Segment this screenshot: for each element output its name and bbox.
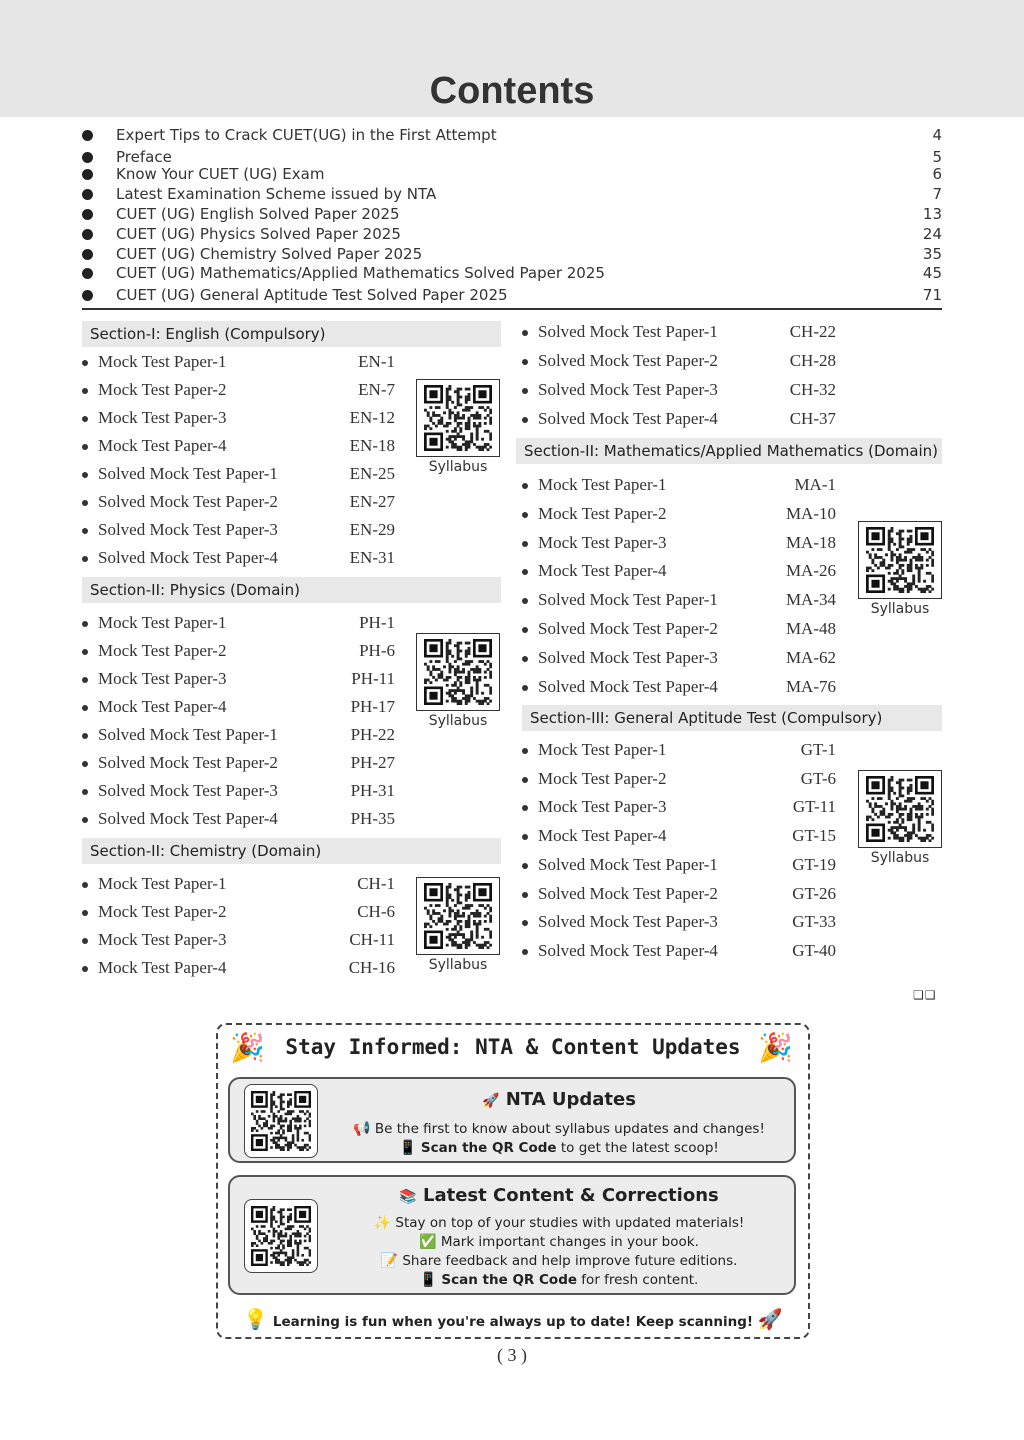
nta-scan-label: Scan the QR Code <box>420 1140 557 1156</box>
mock-test-code: PH-35 <box>350 809 395 828</box>
bullet-icon <box>522 483 528 489</box>
mock-test-name: Solved Mock Test Paper-4 <box>538 409 718 428</box>
books-icon: 📚 <box>399 1189 417 1205</box>
bullet-icon <box>82 388 88 394</box>
toc-entry-title: CUET (UG) Chemistry Solved Paper 2025 <box>116 245 423 263</box>
toc-entry[interactable] <box>82 165 942 185</box>
mock-test-name: Solved Mock Test Paper-2 <box>98 753 278 772</box>
mock-test-name: Solved Mock Test Paper-1 <box>98 725 278 744</box>
rocket-icon: 🚀 <box>757 1307 783 1331</box>
bullet-icon <box>82 290 93 301</box>
memo-icon: 📝 <box>380 1253 399 1269</box>
syllabus-qr-code[interactable] <box>858 770 942 848</box>
nta-updates-title: NTA Updates <box>505 1089 636 1110</box>
bullet-icon <box>82 882 88 888</box>
mock-test-name: Solved Mock Test Paper-3 <box>98 520 278 539</box>
bullet-icon <box>82 249 93 260</box>
bullet-icon <box>82 229 93 240</box>
content-line-3: Share feedback and help improve future editions. <box>402 1253 738 1269</box>
bullet-icon <box>82 733 88 739</box>
page-number: ( 3 ) <box>497 1345 527 1365</box>
mock-test-code: EN-31 <box>349 548 395 567</box>
toc-entry[interactable] <box>82 126 942 146</box>
content-scan-label: Scan the QR Code <box>441 1272 578 1288</box>
mock-test-name: Solved Mock Test Paper-3 <box>538 380 718 399</box>
toc-entry-page: 6 <box>932 165 942 183</box>
mock-test-name: Solved Mock Test Paper-1 <box>98 464 278 483</box>
mock-test-item[interactable] <box>522 648 836 670</box>
toc-entry-title: CUET (UG) English Solved Paper 2025 <box>116 205 400 223</box>
mock-test-name: Solved Mock Test Paper-2 <box>538 619 718 638</box>
mock-test-name: Mock Test Paper-3 <box>98 669 227 688</box>
qr-caption: Syllabus <box>428 459 488 475</box>
mock-test-code: GT-26 <box>792 883 836 903</box>
bullet-icon <box>522 330 528 336</box>
toc-entry[interactable] <box>82 264 942 284</box>
toc-entry[interactable] <box>82 185 942 205</box>
bullet-icon <box>522 417 528 423</box>
toc-entry-title: CUET (UG) General Aptitude Test Solved Paper 2025 <box>116 286 508 304</box>
mock-test-item[interactable] <box>522 504 836 526</box>
mock-test-code: CH-22 <box>789 322 836 341</box>
bullet-icon <box>82 528 88 534</box>
toc-entry-page: 24 <box>922 225 942 243</box>
bullet-icon <box>522 388 528 394</box>
mobile-phone-icon: 📱 <box>399 1140 417 1156</box>
mock-test-item[interactable] <box>522 322 836 344</box>
mock-test-name: Solved Mock Test Paper-4 <box>98 548 278 567</box>
mock-test-name: Solved Mock Test Paper-2 <box>98 492 278 511</box>
nta-updates-card <box>228 1077 796 1163</box>
mock-test-code: CH-28 <box>789 351 836 370</box>
mock-test-name: Solved Mock Test Paper-4 <box>538 940 718 960</box>
toc-entry[interactable] <box>82 205 942 225</box>
mock-test-item[interactable] <box>82 781 395 803</box>
content-line-1: Stay on top of your studies with updated materials! <box>395 1215 745 1231</box>
mock-test-name: Solved Mock Test Paper-2 <box>538 351 718 370</box>
section-heading-english: Section-I: English (Compulsory) <box>82 321 501 347</box>
content-qr-code[interactable] <box>244 1199 318 1273</box>
mock-test-item[interactable] <box>82 613 395 635</box>
mock-test-item[interactable] <box>82 464 395 486</box>
toc-entry-page: 4 <box>932 126 942 144</box>
bullet-icon <box>82 360 88 366</box>
party-popper-icon: 🎉 <box>758 1033 793 1064</box>
bullet-icon <box>82 130 93 141</box>
mock-test-code: GT-6 <box>800 768 836 788</box>
toc-entry-title: Preface <box>116 148 172 166</box>
section-heading-aptitude: Section-III: General Aptitude Test (Compulsory) <box>522 705 942 731</box>
bullet-icon <box>82 189 93 200</box>
mock-test-name: Solved Mock Test Paper-3 <box>538 912 718 932</box>
mock-test-code: EN-27 <box>349 492 395 511</box>
mock-test-name: Mock Test Paper-3 <box>538 532 667 552</box>
section-heading-physics: Section-II: Physics (Domain) <box>82 577 501 603</box>
mock-test-item[interactable] <box>522 561 836 583</box>
mock-test-name: Solved Mock Test Paper-4 <box>538 676 718 696</box>
mock-test-item[interactable] <box>522 351 836 373</box>
bullet-icon <box>522 777 528 783</box>
bullet-icon <box>82 152 93 163</box>
info-footer-text: Learning is fun when you're always up to date! Keep scanning! <box>272 1314 754 1330</box>
qr-caption: Syllabus <box>428 713 488 729</box>
mock-test-item[interactable] <box>82 753 395 775</box>
mock-test-name: Solved Mock Test Paper-1 <box>538 590 718 610</box>
mock-test-code: EN-12 <box>349 408 395 427</box>
bullet-icon <box>82 817 88 823</box>
mock-test-item[interactable] <box>522 475 836 497</box>
syllabus-qr-code[interactable] <box>416 379 500 457</box>
nta-line-2: to get the latest scoop! <box>556 1140 719 1156</box>
mock-test-item[interactable] <box>522 677 836 699</box>
mock-test-item[interactable] <box>522 740 836 762</box>
mock-test-name: Mock Test Paper-2 <box>98 641 227 660</box>
mock-test-item[interactable] <box>82 874 395 896</box>
bullet-icon <box>522 892 528 898</box>
section-heading-chemistry: Section-II: Chemistry (Domain) <box>82 838 501 864</box>
mock-test-item[interactable] <box>522 409 836 431</box>
bullet-icon <box>82 789 88 795</box>
nta-line-1: Be the first to know about syllabus updates and changes! <box>374 1121 765 1137</box>
mock-test-code: EN-25 <box>349 464 395 483</box>
mobile-phone-icon: 📱 <box>419 1272 438 1288</box>
mock-test-name: Mock Test Paper-1 <box>98 874 227 893</box>
mock-test-name: Mock Test Paper-3 <box>538 797 667 817</box>
mock-test-name: Solved Mock Test Paper-3 <box>98 781 278 800</box>
bullet-icon <box>82 705 88 711</box>
bullet-icon <box>82 966 88 972</box>
bullet-icon <box>82 649 88 655</box>
mock-test-code: EN-18 <box>349 436 395 455</box>
mock-test-item[interactable] <box>522 797 836 819</box>
bullet-icon <box>522 863 528 869</box>
page-title: Contents <box>429 70 595 112</box>
content-line-4: for fresh content. <box>577 1272 699 1288</box>
mock-test-item[interactable] <box>82 492 395 514</box>
mock-test-code: MA-48 <box>785 619 836 638</box>
mock-test-item[interactable] <box>522 380 836 402</box>
bullet-icon <box>522 656 528 662</box>
content-updates-title: Latest Content & Corrections <box>422 1185 719 1206</box>
bullet-icon <box>522 920 528 926</box>
mock-test-item[interactable] <box>82 380 395 402</box>
mock-test-name: Mock Test Paper-4 <box>538 561 667 581</box>
mock-test-code: GT-33 <box>792 912 836 932</box>
bullet-icon <box>82 677 88 683</box>
toc-entry-title: Know Your CUET (UG) Exam <box>116 165 325 183</box>
syllabus-qr-code[interactable] <box>416 877 500 955</box>
mock-test-name: Mock Test Paper-1 <box>538 475 667 494</box>
light-bulb-icon: 💡 <box>243 1307 269 1331</box>
content-updates-card <box>228 1175 796 1295</box>
bullet-icon <box>82 444 88 450</box>
mock-test-code: GT-40 <box>792 940 836 960</box>
mock-test-code: PH-22 <box>350 725 395 744</box>
mock-test-code: MA-76 <box>785 676 836 696</box>
bullet-icon <box>82 621 88 627</box>
mock-test-item[interactable] <box>82 352 395 374</box>
mock-test-name: Mock Test Paper-4 <box>98 958 227 977</box>
bullet-icon <box>522 512 528 518</box>
mock-test-name: Mock Test Paper-2 <box>538 768 667 788</box>
mock-test-item[interactable] <box>522 533 836 555</box>
check-box-icon: ✅ <box>419 1234 437 1250</box>
mock-test-name: Solved Mock Test Paper-3 <box>538 647 718 667</box>
bullet-icon <box>522 685 528 691</box>
bullet-icon <box>82 169 93 180</box>
end-mark: ❑❑ <box>913 988 937 1002</box>
mock-test-item[interactable] <box>82 408 395 430</box>
mock-test-item[interactable] <box>82 436 395 458</box>
mock-test-name: Mock Test Paper-1 <box>98 613 227 632</box>
toc-entry-page: 35 <box>922 245 942 263</box>
bullet-icon <box>82 209 93 220</box>
bullet-icon <box>522 627 528 633</box>
mock-test-name: Mock Test Paper-3 <box>98 930 227 949</box>
bullet-icon <box>522 359 528 365</box>
bullet-icon <box>522 949 528 955</box>
mock-test-code: MA-1 <box>794 475 836 494</box>
toc-entry-title: CUET (UG) Physics Solved Paper 2025 <box>116 225 401 243</box>
toc-entry-title: CUET (UG) Mathematics/Applied Mathematics Solved Paper 2025 <box>116 264 605 282</box>
syllabus-qr-code[interactable] <box>416 633 500 711</box>
bullet-icon <box>522 834 528 840</box>
mock-test-code: EN-29 <box>349 520 395 539</box>
mock-test-code: PH-17 <box>350 697 395 716</box>
toc-entry-title: Expert Tips to Crack CUET(UG) in the First Attempt <box>116 126 497 144</box>
mock-test-item[interactable] <box>522 941 836 963</box>
mock-test-item[interactable] <box>82 930 395 952</box>
qr-caption: Syllabus <box>870 850 930 866</box>
bullet-icon <box>522 748 528 754</box>
toc-entry[interactable] <box>82 286 942 306</box>
mock-test-code: CH-6 <box>357 902 395 921</box>
mock-test-item[interactable] <box>522 590 836 612</box>
mock-test-name: Mock Test Paper-4 <box>98 436 227 455</box>
bullet-icon <box>82 416 88 422</box>
section-heading-maths: Section-II: Mathematics/Applied Mathematics (Domain) <box>516 438 942 464</box>
mock-test-name: Solved Mock Test Paper-1 <box>538 322 718 341</box>
mock-test-code: GT-15 <box>792 826 836 846</box>
updates-info-box <box>216 1023 810 1339</box>
mock-test-item[interactable] <box>522 912 836 934</box>
mock-test-name: Mock Test Paper-3 <box>98 408 227 427</box>
mock-test-code: PH-11 <box>351 669 395 688</box>
info-box-title: Stay Informed: NTA & Content Updates <box>285 1035 741 1059</box>
mock-test-code: PH-31 <box>350 781 395 800</box>
bullet-icon <box>522 805 528 811</box>
toc-entry[interactable] <box>82 245 942 265</box>
mock-test-name: Mock Test Paper-4 <box>538 826 667 846</box>
mock-test-name: Mock Test Paper-2 <box>538 503 667 523</box>
bullet-icon <box>82 268 93 279</box>
mock-test-code: MA-18 <box>785 532 836 552</box>
bullet-icon <box>82 556 88 562</box>
bullet-icon <box>522 598 528 604</box>
syllabus-qr-code[interactable] <box>858 521 942 599</box>
mock-test-item[interactable] <box>82 548 395 570</box>
mock-test-name: Solved Mock Test Paper-4 <box>98 809 278 828</box>
content-line-2: Mark important changes in your book. <box>440 1234 699 1250</box>
toc-divider <box>82 308 942 310</box>
toc-entry-page: 13 <box>922 205 942 223</box>
mock-test-code: CH-37 <box>789 409 836 428</box>
qr-caption: Syllabus <box>870 601 930 617</box>
mock-test-code: PH-1 <box>359 613 395 632</box>
bullet-icon <box>82 938 88 944</box>
megaphone-icon: 📢 <box>353 1121 371 1137</box>
mock-test-item[interactable] <box>82 641 395 663</box>
bullet-icon <box>522 569 528 575</box>
mock-test-code: CH-16 <box>348 958 395 977</box>
toc-entry-title: Latest Examination Scheme issued by NTA <box>116 185 437 203</box>
mock-test-code: EN-1 <box>358 352 395 371</box>
mock-test-name: Mock Test Paper-1 <box>538 740 667 759</box>
mock-test-name: Solved Mock Test Paper-2 <box>538 883 718 903</box>
nta-qr-code[interactable] <box>244 1084 318 1158</box>
mock-test-item[interactable] <box>82 809 395 831</box>
toc-entry-page: 7 <box>932 185 942 203</box>
mock-test-code: GT-11 <box>792 797 836 817</box>
mock-test-item[interactable] <box>82 669 395 691</box>
toc-entry-page: 5 <box>932 148 942 166</box>
sparkles-icon: ✨ <box>373 1215 392 1231</box>
mock-test-item[interactable] <box>82 958 395 980</box>
mock-test-code: PH-27 <box>350 753 395 772</box>
mock-test-item[interactable] <box>522 855 836 877</box>
toc-entry-page: 45 <box>922 264 942 282</box>
mock-test-name: Mock Test Paper-1 <box>98 352 227 371</box>
mock-test-code: GT-1 <box>800 740 836 759</box>
mock-test-code: CH-1 <box>357 874 395 893</box>
mock-test-code: MA-34 <box>785 590 836 610</box>
mock-test-name: Mock Test Paper-2 <box>98 902 227 921</box>
toc-entry[interactable] <box>82 225 942 245</box>
toc-entry-page: 71 <box>922 286 942 304</box>
mock-test-item[interactable] <box>522 884 836 906</box>
mock-test-item[interactable] <box>522 769 836 791</box>
mock-test-code: PH-6 <box>359 641 395 660</box>
mock-test-item[interactable] <box>82 697 395 719</box>
mock-test-code: MA-26 <box>785 561 836 581</box>
rocket-icon: 🚀 <box>482 1093 500 1109</box>
mock-test-code: CH-11 <box>349 930 395 949</box>
qr-caption: Syllabus <box>428 957 488 973</box>
mock-test-code: EN-7 <box>358 380 395 399</box>
mock-test-item[interactable] <box>82 520 395 542</box>
mock-test-item[interactable] <box>522 826 836 848</box>
mock-test-item[interactable] <box>82 725 395 747</box>
party-popper-icon: 🎉 <box>230 1033 265 1064</box>
bullet-icon <box>82 910 88 916</box>
mock-test-code: MA-62 <box>785 647 836 667</box>
bullet-icon <box>82 472 88 478</box>
bullet-icon <box>82 761 88 767</box>
mock-test-code: MA-10 <box>785 503 836 523</box>
mock-test-item[interactable] <box>82 902 395 924</box>
mock-test-name: Mock Test Paper-2 <box>98 380 227 399</box>
mock-test-code: GT-19 <box>792 854 836 874</box>
mock-test-item[interactable] <box>522 619 836 641</box>
mock-test-code: CH-32 <box>789 380 836 399</box>
mock-test-name: Solved Mock Test Paper-1 <box>538 854 718 874</box>
mock-test-name: Mock Test Paper-4 <box>98 697 227 716</box>
bullet-icon <box>82 500 88 506</box>
bullet-icon <box>522 541 528 547</box>
